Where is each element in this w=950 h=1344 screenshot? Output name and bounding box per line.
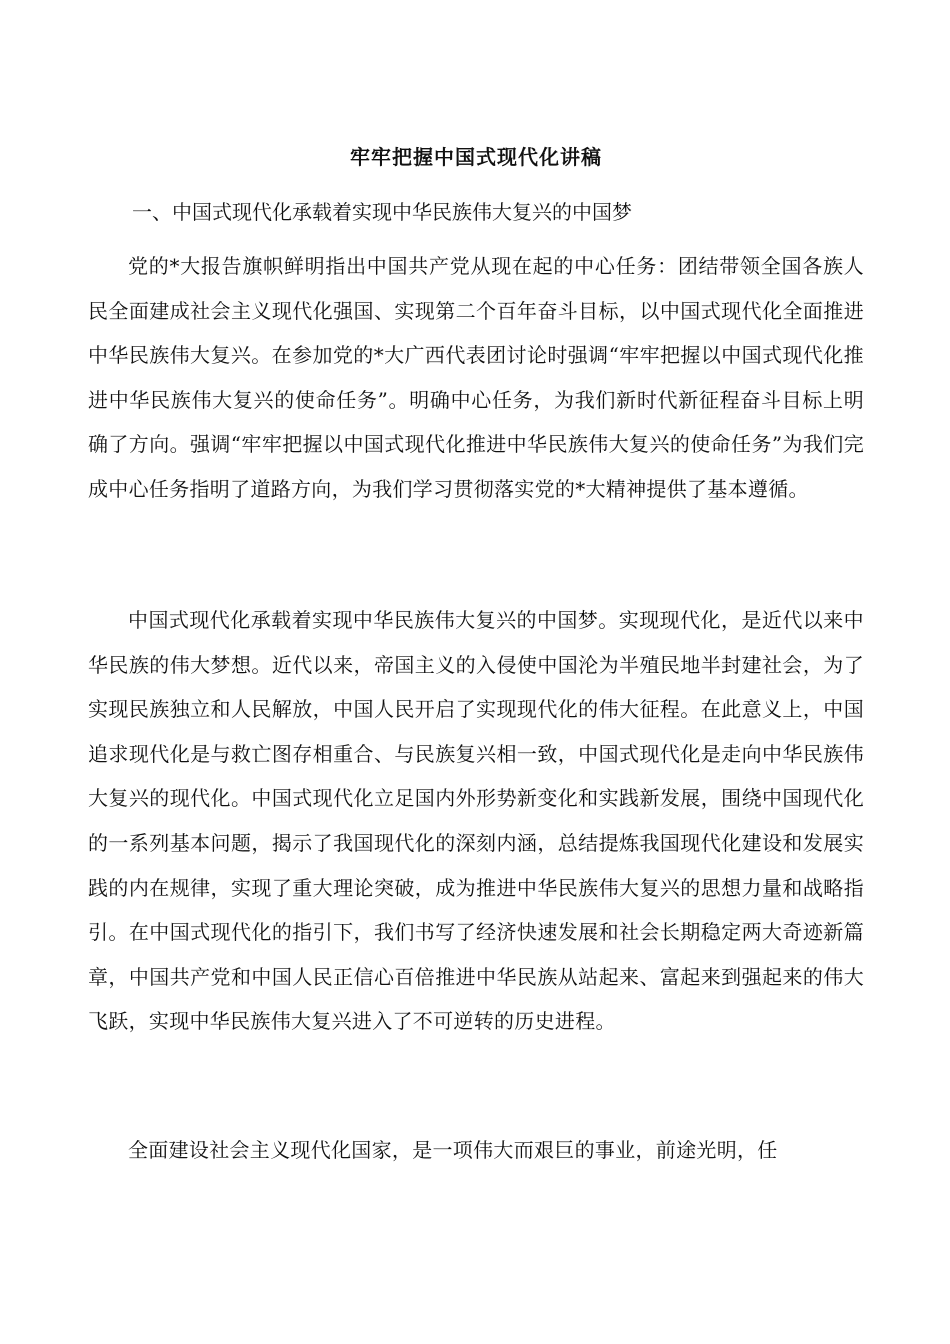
paragraph-1: 党的*大报告旗帜鲜明指出中国共产党从现在起的中心任务：团结带领全国各族人民全面建成社会主义现代化强国、实现第二个百年奋斗目标，以中国式现代化全面推进中华民族伟大复兴。在参加党的*大广西代表团讨论时强调“牢牢把握以中国式现代化推进中华民族伟大复兴的使命任务”。明确中心任务，为我们新时代新征程奋斗目标上明确了方向。强调“牢牢把握以中国式现代化推进中华民族伟大复兴的使命任务”为我们完成中心任务指明了道路方向，为我们学习贯彻落实党的*大精神提供了基本遵循。 bbox=[88, 254, 864, 501]
document-title: 牢牢把握中国式现代化讲稿 bbox=[350, 145, 602, 169]
paragraph-3: 全面建设社会主义现代化国家，是一项伟大而艰巨的事业，前途光明，任 bbox=[128, 1138, 778, 1162]
document-page bbox=[88, 0, 864, 1344]
paragraph-2: 中国式现代化承载着实现中华民族伟大复兴的中国梦。实现现代化，是近代以来中华民族的伟大梦想。近代以来，帝国主义的入侵使中国沦为半殖民地半封建社会，为了实现民族独立和人民解放，中国人民开启了实现现代化的伟大征程。在此意义上，中国追求现代化是与救亡图存相重合、与民族复兴相一致，中国式现代化是走向中华民族伟大复兴的现代化。中国式现代化立足国内外形势新变化和实践新发展，围绕中国现代化的一系列基本问题，揭示了我国现代化的深刻内涵，总结提炼我国现代化建设和发展实践的内在规律，实现了重大理论突破，成为推进中华民族伟大复兴的思想力量和战略指引。在中国式现代化的指引下，我们书写了经济快速发展和社会长期稳定两大奇迹新篇章，中国共产党和中国人民正信心百倍推进中华民族从站起来、富起来到强起来的伟大飞跃，实现中华民族伟大复兴进入了不可逆转的历史进程。 bbox=[88, 608, 864, 1034]
section-heading: 一、中国式现代化承载着实现中华民族伟大复兴的中国梦 bbox=[132, 200, 632, 224]
